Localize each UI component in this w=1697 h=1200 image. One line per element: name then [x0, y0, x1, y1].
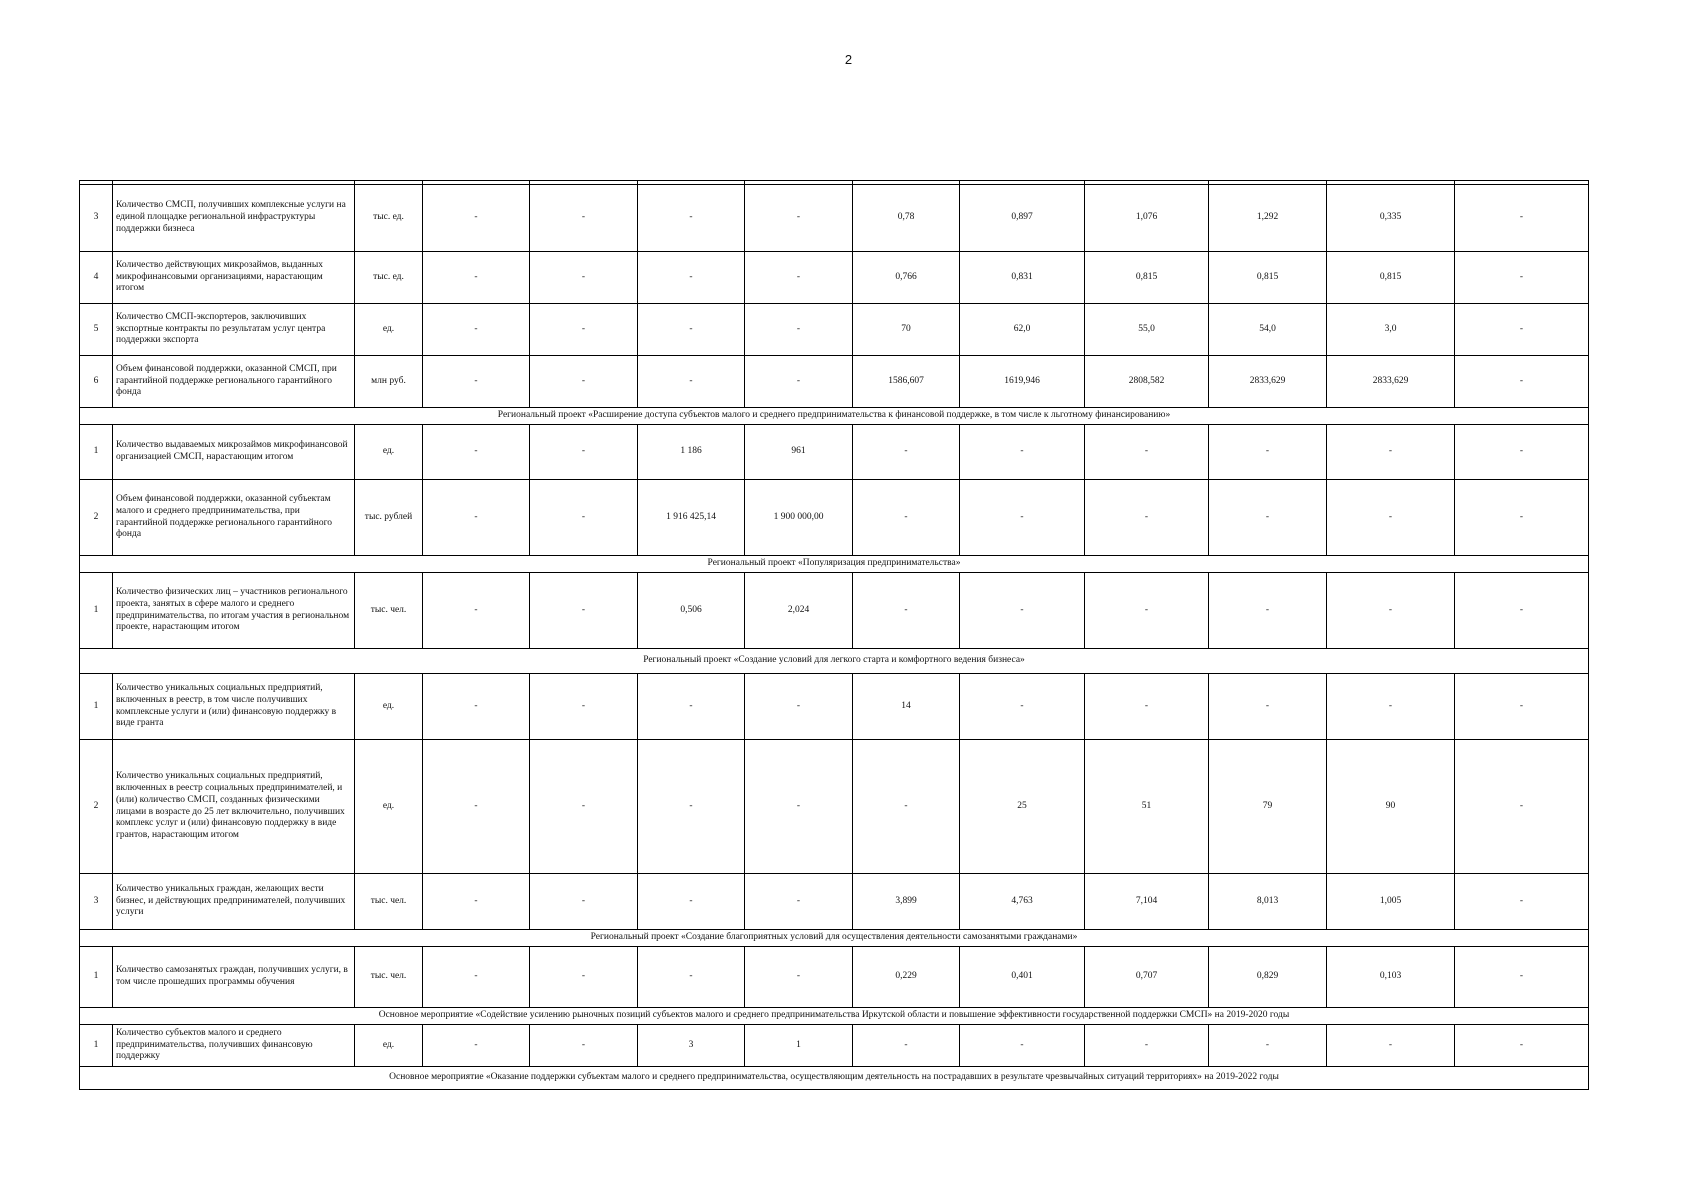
- value-cell: -: [1327, 674, 1455, 740]
- value-cell: 1,292: [1209, 185, 1327, 252]
- value-cell: -: [1327, 573, 1455, 649]
- indicator-row: [80, 573, 1589, 649]
- value-cell: 2833,629: [1209, 356, 1327, 408]
- value-cell: -: [1209, 425, 1327, 480]
- value-cell: 0,78: [853, 185, 960, 252]
- value-cell: -: [423, 185, 530, 252]
- section-row: [80, 930, 1589, 947]
- value-cell: -: [1327, 480, 1455, 556]
- value-cell: 2833,629: [1327, 356, 1455, 408]
- indicator-name: Количество субъектов малого и среднего предпринимательства, получивших финансовую поддержку: [113, 1025, 355, 1067]
- section-row: [80, 556, 1589, 573]
- indicator-row: [80, 480, 1589, 556]
- indicator-name: Количество выдаваемых микрозаймов микрофинансовой организацией СМСП, нарастающим итогом: [113, 425, 355, 480]
- value-cell: 0,401: [960, 947, 1085, 1008]
- value-cell: -: [853, 740, 960, 874]
- indicator-row: [80, 874, 1589, 930]
- indicator-row: [80, 252, 1589, 304]
- indicator-name: Количество самозанятых граждан, получивших услуги, в том числе прошедших программы обучения: [113, 947, 355, 1008]
- value-cell: 0,815: [1327, 252, 1455, 304]
- indicator-row: [80, 674, 1589, 740]
- section-row: [80, 1067, 1589, 1090]
- indicator-name: Количество уникальных социальных предприятий, включенных в реестр социальных предпринимателей, и (или) количество СМСП, созданных физическими лицами в возрасте до 25 лет включительно, получивших комплекс услуг и (или) финансовую поддержку в виде грантов, нарастающим итогом: [113, 740, 355, 874]
- value-cell: 1 186: [638, 425, 745, 480]
- value-cell: -: [530, 947, 638, 1008]
- unit-cell: ед.: [355, 674, 423, 740]
- value-cell: -: [1455, 185, 1589, 252]
- value-cell: -: [745, 356, 853, 408]
- value-cell: -: [423, 1025, 530, 1067]
- section-title: Региональный проект «Создание благоприятных условий для осуществления деятельности самозанятыми гражданами»: [80, 930, 1589, 947]
- value-cell: -: [1455, 874, 1589, 930]
- indicator-name: Количество действующих микрозаймов, выданных микрофинансовыми организациями, нарастающим итогом: [113, 252, 355, 304]
- section-title: Основное мероприятие «Содействие усилению рыночных позиций субъектов малого и среднего предпринимательства Иркутской области и повышение эффективности государственной поддержки СМСП» на 2019-2020 годы: [80, 1008, 1589, 1025]
- value-cell: -: [530, 1025, 638, 1067]
- value-cell: 51: [1085, 740, 1209, 874]
- row-number: 1: [80, 425, 113, 480]
- value-cell: -: [1209, 1025, 1327, 1067]
- indicator-row: [80, 356, 1589, 408]
- value-cell: 0,103: [1327, 947, 1455, 1008]
- value-cell: 70: [853, 304, 960, 356]
- value-cell: 1,076: [1085, 185, 1209, 252]
- value-cell: -: [745, 740, 853, 874]
- indicator-name: Количество физических лиц – участников регионального проекта, занятых в сфере малого и среднего предпринимательства, по итогам участия в региональном проекте, нарастающим итогом: [113, 573, 355, 649]
- value-cell: -: [530, 740, 638, 874]
- value-cell: -: [638, 674, 745, 740]
- value-cell: 2,024: [745, 573, 853, 649]
- value-cell: -: [1455, 304, 1589, 356]
- indicator-row: [80, 947, 1589, 1008]
- value-cell: -: [530, 674, 638, 740]
- value-cell: -: [530, 573, 638, 649]
- value-cell: 2808,582: [1085, 356, 1209, 408]
- row-number: 3: [80, 185, 113, 252]
- unit-cell: ед.: [355, 740, 423, 874]
- unit-cell: тыс. ед.: [355, 252, 423, 304]
- value-cell: 62,0: [960, 304, 1085, 356]
- unit-cell: тыс. ед.: [355, 185, 423, 252]
- value-cell: 0,707: [1085, 947, 1209, 1008]
- value-cell: 1586,607: [853, 356, 960, 408]
- indicator-row: [80, 304, 1589, 356]
- value-cell: 1 916 425,14: [638, 480, 745, 556]
- value-cell: -: [1209, 674, 1327, 740]
- value-cell: 0,815: [1209, 252, 1327, 304]
- unit-cell: тыс. рублей: [355, 480, 423, 556]
- indicator-name: Количество уникальных граждан, желающих вести бизнес, и действующих предпринимателей, получивших услуги: [113, 874, 355, 930]
- value-cell: 3,0: [1327, 304, 1455, 356]
- value-cell: -: [1455, 573, 1589, 649]
- value-cell: -: [1455, 252, 1589, 304]
- value-cell: -: [423, 947, 530, 1008]
- value-cell: -: [1085, 425, 1209, 480]
- value-cell: 1 900 000,00: [745, 480, 853, 556]
- value-cell: 79: [1209, 740, 1327, 874]
- row-number: 1: [80, 573, 113, 649]
- value-cell: 0,229: [853, 947, 960, 1008]
- value-cell: -: [1085, 573, 1209, 649]
- row-number: 2: [80, 480, 113, 556]
- indicator-row: [80, 740, 1589, 874]
- section-row: [80, 649, 1589, 674]
- value-cell: -: [423, 874, 530, 930]
- row-number: 2: [80, 740, 113, 874]
- value-cell: -: [423, 304, 530, 356]
- value-cell: -: [423, 573, 530, 649]
- value-cell: -: [638, 356, 745, 408]
- section-title: Основное мероприятие «Оказание поддержки субъектам малого и среднего предпринимательства, осуществляющим деятельность на пострадавших в результате чрезвычайных ситуаций территориях» на 2019-2022 годы: [80, 1067, 1589, 1090]
- value-cell: -: [423, 252, 530, 304]
- value-cell: -: [1455, 425, 1589, 480]
- value-cell: -: [638, 947, 745, 1008]
- value-cell: -: [1085, 480, 1209, 556]
- value-cell: -: [1455, 674, 1589, 740]
- value-cell: -: [638, 874, 745, 930]
- value-cell: 0,831: [960, 252, 1085, 304]
- value-cell: -: [530, 480, 638, 556]
- value-cell: -: [1455, 947, 1589, 1008]
- value-cell: 54,0: [1209, 304, 1327, 356]
- value-cell: -: [1085, 674, 1209, 740]
- value-cell: -: [960, 480, 1085, 556]
- row-number: 5: [80, 304, 113, 356]
- unit-cell: тыс. чел.: [355, 947, 423, 1008]
- value-cell: -: [638, 740, 745, 874]
- value-cell: -: [960, 573, 1085, 649]
- value-cell: -: [638, 304, 745, 356]
- value-cell: -: [960, 425, 1085, 480]
- row-number: 1: [80, 674, 113, 740]
- value-cell: -: [423, 674, 530, 740]
- value-cell: -: [1455, 1025, 1589, 1067]
- value-cell: -: [853, 1025, 960, 1067]
- indicators-table: [79, 180, 1589, 1090]
- unit-cell: млн руб.: [355, 356, 423, 408]
- value-cell: 8,013: [1209, 874, 1327, 930]
- value-cell: 0,335: [1327, 185, 1455, 252]
- value-cell: -: [1455, 480, 1589, 556]
- value-cell: -: [638, 185, 745, 252]
- value-cell: -: [530, 425, 638, 480]
- indicator-row: [80, 185, 1589, 252]
- value-cell: 0,829: [1209, 947, 1327, 1008]
- value-cell: -: [530, 185, 638, 252]
- page-number: 2: [844, 52, 853, 67]
- value-cell: 55,0: [1085, 304, 1209, 356]
- value-cell: -: [960, 1025, 1085, 1067]
- value-cell: 1: [745, 1025, 853, 1067]
- value-cell: -: [853, 480, 960, 556]
- value-cell: -: [530, 874, 638, 930]
- value-cell: -: [530, 304, 638, 356]
- section-title: Региональный проект «Популяризация предпринимательства»: [80, 556, 1589, 573]
- value-cell: -: [853, 573, 960, 649]
- section-row: [80, 1008, 1589, 1025]
- value-cell: 14: [853, 674, 960, 740]
- value-cell: -: [745, 674, 853, 740]
- value-cell: 4,763: [960, 874, 1085, 930]
- indicator-name: Количество СМСП, получивших комплексные услуги на единой площадке региональной инфраструктуры поддержки бизнеса: [113, 185, 355, 252]
- row-number: 1: [80, 947, 113, 1008]
- indicator-row: [80, 1025, 1589, 1067]
- value-cell: 25: [960, 740, 1085, 874]
- value-cell: 1619,946: [960, 356, 1085, 408]
- unit-cell: тыс. чел.: [355, 573, 423, 649]
- indicator-name: Количество СМСП-экспортеров, заключивших экспортные контракты по результатам услуг центра поддержки экспорта: [113, 304, 355, 356]
- value-cell: -: [423, 480, 530, 556]
- indicator-name: Количество уникальных социальных предприятий, включенных в реестр, в том числе получивших комплексные услуги и (или) финансовую поддержку в виде гранта: [113, 674, 355, 740]
- section-row: [80, 408, 1589, 425]
- value-cell: 3,899: [853, 874, 960, 930]
- value-cell: 0,897: [960, 185, 1085, 252]
- section-title: Региональный проект «Расширение доступа субъектов малого и среднего предпринимательства к финансовой поддержке, в том числе к льготному финансированию»: [80, 408, 1589, 425]
- value-cell: -: [745, 304, 853, 356]
- value-cell: 0,766: [853, 252, 960, 304]
- value-cell: 7,104: [1085, 874, 1209, 930]
- row-number: 1: [80, 1025, 113, 1067]
- value-cell: 90: [1327, 740, 1455, 874]
- value-cell: 961: [745, 425, 853, 480]
- value-cell: -: [423, 425, 530, 480]
- value-cell: 1,005: [1327, 874, 1455, 930]
- value-cell: -: [1455, 356, 1589, 408]
- unit-cell: ед.: [355, 304, 423, 356]
- value-cell: -: [1209, 480, 1327, 556]
- value-cell: 0,506: [638, 573, 745, 649]
- indicator-row: [80, 425, 1589, 480]
- value-cell: -: [423, 356, 530, 408]
- value-cell: -: [423, 740, 530, 874]
- row-number: 3: [80, 874, 113, 930]
- row-number: 4: [80, 252, 113, 304]
- section-title: Региональный проект «Создание условий для легкого старта и комфортного ведения бизнеса»: [80, 649, 1589, 674]
- value-cell: -: [1327, 1025, 1455, 1067]
- value-cell: -: [745, 252, 853, 304]
- indicator-name: Объем финансовой поддержки, оказанной СМСП, при гарантийной поддержке регионального гарантийного фонда: [113, 356, 355, 408]
- value-cell: -: [1085, 1025, 1209, 1067]
- value-cell: 3: [638, 1025, 745, 1067]
- value-cell: -: [745, 185, 853, 252]
- unit-cell: ед.: [355, 425, 423, 480]
- unit-cell: ед.: [355, 1025, 423, 1067]
- value-cell: -: [530, 252, 638, 304]
- value-cell: -: [745, 947, 853, 1008]
- indicator-name: Объем финансовой поддержки, оказанной субъектам малого и среднего предпринимательства, при гарантийной поддержке регионального гарантийного фонда: [113, 480, 355, 556]
- value-cell: -: [853, 425, 960, 480]
- unit-cell: тыс. чел.: [355, 874, 423, 930]
- value-cell: -: [960, 674, 1085, 740]
- value-cell: -: [745, 874, 853, 930]
- row-number: 6: [80, 356, 113, 408]
- value-cell: -: [1327, 425, 1455, 480]
- value-cell: -: [1455, 740, 1589, 874]
- value-cell: -: [638, 252, 745, 304]
- value-cell: -: [530, 356, 638, 408]
- value-cell: -: [1209, 573, 1327, 649]
- value-cell: 0,815: [1085, 252, 1209, 304]
